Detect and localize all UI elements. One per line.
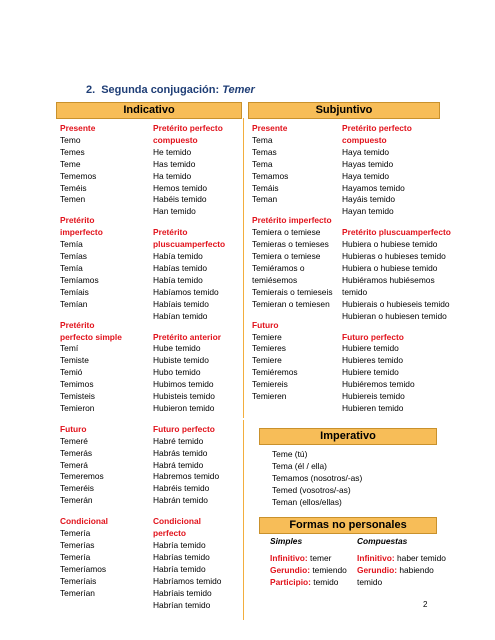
conjugation-form: Habrías temido	[153, 551, 210, 562]
simples-label: Simples	[270, 536, 303, 546]
conjugation-form: Temeríais	[60, 575, 97, 586]
conjugation-form: Temieran o temiesen	[252, 298, 330, 309]
formas-compuestas	[357, 536, 446, 589]
conjugation-form: Habría temido	[153, 540, 206, 550]
conjugation-form: Temerían	[60, 587, 95, 598]
conjugation-form: Habríamos temido	[153, 575, 222, 586]
imperativo-form: Temed (vosotros/-as)	[272, 484, 351, 495]
compuesto-infinitivo-label: Infinitivo:	[357, 552, 395, 563]
tense-title: Pretérito	[153, 227, 188, 238]
conjugation-form: Habíamos temido	[153, 286, 219, 297]
conjugation-form: Temiere	[252, 355, 282, 366]
conjugation-form: Temíamos	[60, 274, 99, 285]
conjugation-form: Hubiera o hubiese temido	[342, 239, 438, 250]
conjugation-form: Temiereis	[252, 379, 288, 390]
conjugation-form: Temías	[60, 251, 87, 262]
tense-title: Pretérito imperfecto	[252, 215, 332, 226]
conjugation-form: Temieras o temieses	[252, 239, 329, 250]
tense-title: compuesto	[153, 134, 198, 145]
conjugation-form: Hubieras o hubieses temido	[342, 251, 446, 262]
tense-title: perfecto simple	[60, 331, 122, 342]
conjugation-form: Temiéremos	[252, 367, 298, 378]
infinitivo-label: Infinitivo:	[270, 552, 308, 563]
conjugation-form: Temen	[60, 194, 86, 205]
conjugation-form: He temido	[153, 146, 192, 157]
tense-title: Pretérito anterior	[153, 331, 221, 342]
tense-title: Presente	[252, 123, 288, 133]
conjugation-form: Temiéramos o	[252, 262, 305, 273]
conjugation-form: Hubiere temido	[342, 367, 399, 378]
conjugation-form: Has temido	[153, 158, 196, 169]
tense-block	[342, 123, 454, 218]
conjugation-form: Temeríamos	[60, 563, 107, 574]
conjugation-form: Habremos temido	[153, 471, 220, 482]
conjugation-form: Hubiste temido	[153, 355, 209, 366]
indicativo-simple-column	[60, 123, 148, 609]
tense-title: Pretérito pluscuamperfecto	[342, 227, 451, 238]
conjugation-form: temido	[342, 286, 368, 297]
section-label: Segunda conjugación:	[101, 84, 220, 96]
conjugation-form: Temerá	[60, 459, 88, 470]
conjugation-form: Han temido	[153, 206, 196, 217]
conjugation-form: Habrán temido	[153, 495, 208, 506]
conjugation-form: Temamos	[252, 170, 289, 181]
conjugation-form: Hemos temido	[153, 182, 207, 193]
conjugation-form: Hubiéramos hubiésemos	[342, 274, 435, 285]
subjuntivo-simple-column	[252, 123, 342, 412]
conjugation-form: Haya temido	[342, 170, 390, 181]
compuesto-infinitivo-value: haber temido	[397, 552, 446, 563]
tense-block	[252, 215, 342, 310]
conjugation-form: Hubisteis temido	[153, 391, 215, 402]
subjuntivo-compound-column	[342, 123, 454, 424]
conjugation-form: Hayas temido	[342, 158, 394, 169]
conjugation-form: Habías temido	[153, 262, 207, 273]
infinitivo-value: temer	[310, 552, 332, 563]
conjugation-form: Habéis temido	[153, 194, 207, 205]
conjugation-form: Temieron	[60, 402, 95, 413]
tense-block	[60, 320, 148, 415]
tense-title: Pretérito perfecto	[342, 123, 412, 133]
conjugation-form: Temía	[60, 262, 83, 273]
conjugation-form: Hubiere temido	[342, 343, 399, 354]
conjugation-form: Hubieres temido	[342, 355, 403, 366]
conjugation-form: Hubo temido	[153, 367, 201, 378]
conjugation-form: Temíais	[60, 286, 89, 297]
verb-name: Temer	[222, 84, 255, 96]
conjugation-form: Hube temido	[153, 343, 201, 354]
indicativo-header: Indicativo	[56, 102, 242, 119]
tense-block	[342, 227, 454, 322]
conjugation-form: Temisteis	[60, 391, 95, 402]
tense-block	[60, 516, 148, 599]
conjugation-form: Había temido	[153, 251, 203, 262]
conjugation-form: Temimos	[60, 379, 94, 390]
conjugation-form: Habrían temido	[153, 599, 211, 610]
conjugation-form: Habrá temido	[153, 459, 204, 470]
conjugation-form: Temeréis	[60, 483, 94, 494]
tense-title: Pretérito	[60, 215, 95, 226]
section-heading	[86, 84, 255, 96]
tense-title: Condicional	[153, 516, 201, 527]
tense-block	[60, 215, 148, 310]
formas-header: Formas no personales	[259, 517, 437, 534]
tense-block	[60, 424, 148, 507]
tense-title: Presente	[60, 123, 96, 133]
conjugation-form: Teméis	[60, 182, 87, 193]
gerundio-label: Gerundio:	[270, 564, 311, 575]
conjugation-form: Habíais temido	[153, 298, 209, 309]
conjugation-form: Hubierais o hubieseis temido	[342, 298, 450, 309]
conjugation-form: Temió	[60, 367, 83, 378]
conjugation-form: Temían	[60, 298, 88, 309]
conjugation-form: Temieres	[252, 343, 286, 354]
tense-title: compuesto	[342, 134, 387, 145]
conjugation-form: Temía	[60, 239, 83, 250]
participio-label: Participio:	[270, 576, 311, 587]
conjugation-form: Temieren	[252, 391, 287, 402]
conjugation-form: Temería	[60, 551, 91, 562]
conjugation-form: Temerás	[60, 447, 93, 458]
tense-block	[153, 332, 245, 415]
conjugation-form: Hayamos temido	[342, 182, 405, 193]
conjugation-form: Temeré	[60, 435, 88, 446]
conjugation-form: Hubieren temido	[342, 402, 404, 413]
participio-value: temido	[313, 576, 339, 587]
gerundio-value: temiendo	[312, 564, 347, 575]
conjugation-form: Tema	[252, 134, 273, 145]
conjugation-form: Temería	[60, 528, 91, 539]
tense-title: Futuro	[252, 319, 279, 330]
conjugation-form: Hubiéremos temido	[342, 379, 415, 390]
conjugation-form: Hubieron temido	[153, 402, 215, 413]
compuesto-gerundio-label: Gerundio:	[357, 564, 398, 575]
tense-block	[342, 332, 454, 415]
imperativo-form: Tema (él / ella)	[272, 460, 327, 471]
conjugation-form: Habría temido	[153, 563, 206, 574]
conjugation-form: Temerías	[60, 540, 95, 550]
conjugation-form: Hubiereis temido	[342, 391, 405, 402]
conjugation-form: Había temido	[153, 274, 203, 285]
tense-title: Futuro perfecto	[153, 423, 215, 434]
conjugation-form: Temierais o temieseis	[252, 286, 333, 297]
compuesto-gerundio-cont: temido	[357, 576, 383, 587]
tense-title: imperfecto	[60, 227, 103, 238]
section-number: 2.	[86, 84, 96, 96]
conjugation-form: Teme	[60, 158, 81, 169]
conjugation-form: Temáis	[252, 182, 279, 193]
imperativo-header: Imperativo	[259, 428, 437, 445]
tense-block	[153, 123, 245, 218]
tense-title: perfecto	[153, 528, 187, 539]
formas-simples	[270, 536, 347, 589]
indicativo-compound-column	[153, 123, 245, 620]
conjugation-form: Hayan temido	[342, 206, 394, 217]
conjugation-form: Habréis temido	[153, 483, 210, 494]
tense-title: pluscuamperfecto	[153, 239, 226, 250]
compuesto-gerundio-value: habiendo	[399, 564, 434, 575]
conjugation-form: Teman	[252, 194, 278, 205]
conjugation-form: Haya temido	[342, 146, 390, 157]
conjugation-form: Habríais temido	[153, 587, 212, 598]
tense-block	[153, 516, 245, 611]
conjugation-form: Hubiera o hubiese temido	[342, 262, 438, 273]
imperativo-form: Temamos (nosotros/-as)	[272, 472, 363, 483]
conjugation-form: Tememos	[60, 170, 97, 181]
imperativo-form: Teme (tú)	[272, 449, 308, 459]
conjugation-form: temiésemos	[252, 274, 298, 285]
tense-block	[252, 123, 342, 206]
conjugation-form: Tema	[252, 158, 273, 169]
conjugation-form: Temiera o temiese	[252, 227, 321, 238]
conjugation-form: Temeremos	[60, 471, 104, 482]
conjugation-form: Temiste	[60, 355, 89, 366]
tense-title: Futuro	[60, 423, 87, 434]
conjugation-form: Temo	[60, 134, 81, 145]
compuestas-label: Compuestas	[357, 536, 408, 546]
tense-title: Pretérito perfecto	[153, 123, 223, 133]
conjugation-form: Habrás temido	[153, 447, 208, 458]
conjugation-form: Hayáis temido	[342, 194, 396, 205]
tense-title: Condicional	[60, 516, 108, 527]
conjugation-form: Temí	[60, 343, 79, 354]
conjugation-form: Temiere	[252, 331, 282, 342]
tense-block	[153, 424, 245, 507]
conjugation-form: Temas	[252, 146, 277, 157]
page-number: 2	[423, 600, 428, 609]
imperativo-form: Teman (ellos/ellas)	[272, 496, 342, 507]
conjugation-form: Temiera o temiese	[252, 251, 321, 262]
imperativo-list	[272, 449, 362, 509]
subjuntivo-header: Subjuntivo	[248, 102, 440, 119]
conjugation-form: Habré temido	[153, 435, 204, 446]
tense-title: Pretérito	[60, 319, 95, 330]
conjugation-form: Ha temido	[153, 170, 192, 181]
tense-block	[60, 123, 148, 206]
conjugation-form: Hubimos temido	[153, 379, 214, 390]
conjugation-form: Habían temido	[153, 310, 208, 321]
tense-block	[153, 227, 245, 322]
tense-title: Futuro perfecto	[342, 331, 404, 342]
conjugation-form: Temes	[60, 146, 85, 157]
conjugation-form: Hubieran o hubiesen temido	[342, 310, 447, 321]
tense-block	[252, 320, 342, 403]
conjugation-form: Temerán	[60, 495, 93, 506]
